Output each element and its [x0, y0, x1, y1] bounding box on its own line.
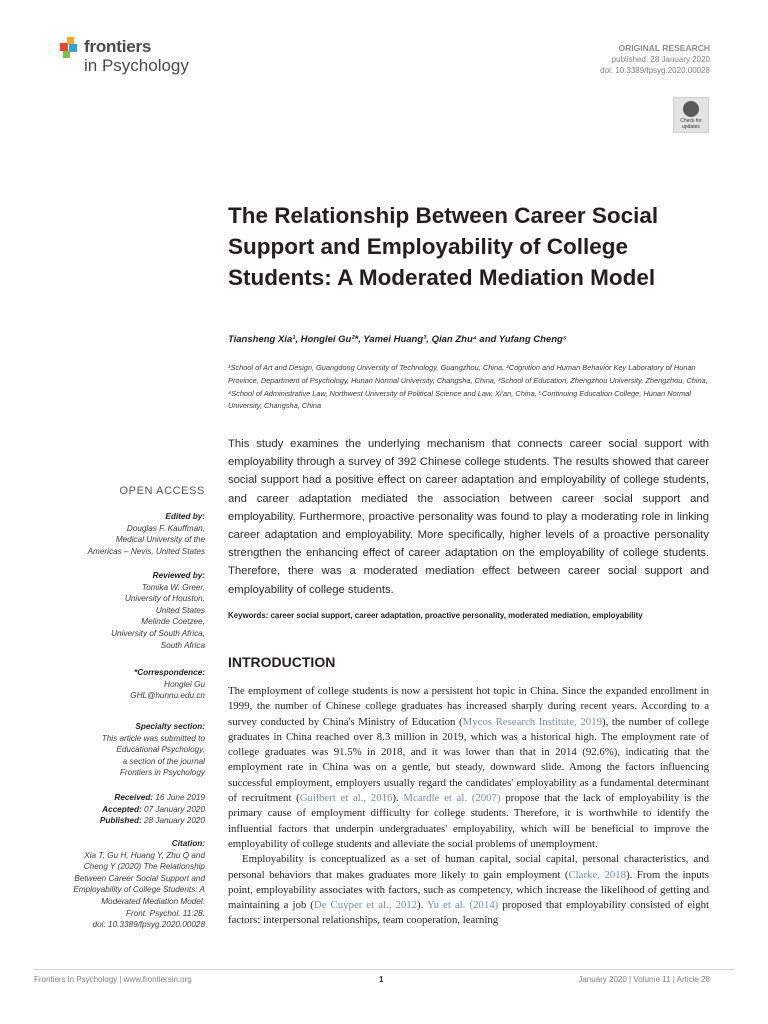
keywords: Keywords: career social support, career adaptation, proactive personality, moderated mediation, employability — [228, 611, 643, 620]
reviewer-info: Reviewed by: Tomika W. Greer, University of Houston, United States Melinde Coetzee, University of South Africa, South Africa — [111, 571, 205, 650]
author-list: Tiansheng Xia¹, Honglei Gu²*, Yamei Huang³, Qian Zhu⁴ and Yufang Cheng⁵ — [228, 334, 567, 345]
frontiers-logo-icon — [58, 34, 80, 60]
open-access-label: OPEN ACCESS — [119, 485, 205, 497]
article-type: ORIGINAL RESEARCH — [618, 43, 710, 53]
section-heading: INTRODUCTION — [228, 654, 336, 670]
citation-link[interactable]: Mycos Research Institute, 2019 — [462, 715, 603, 728]
body-text — [228, 684, 709, 929]
correspondence-info: *Correspondence: Honglei Gu GHL@hunnu.edu.cn — [45, 667, 205, 702]
footer-issue: January 2020 | Volume 11 | Article 28 — [578, 975, 710, 984]
footer-divider — [34, 969, 734, 970]
specialty-info: Specialty section: This article was submitted to Educational Psychology, a section of the journal Frontiers in Psychology — [101, 722, 205, 778]
citation-link[interactable]: De Cuyper et al., 2012 — [313, 899, 418, 912]
journal-logo — [58, 34, 208, 80]
check-for-updates-button[interactable]: Check for updates — [673, 97, 709, 133]
journal-name: in Psychology — [84, 56, 189, 75]
publish-date: published: 28 January 2020 — [611, 55, 710, 64]
article-meta-header — [600, 43, 710, 76]
citation-link[interactable]: Yu et al. (2014) — [427, 899, 499, 912]
citation-link[interactable]: Clarke, 2018 — [568, 868, 627, 881]
email-link[interactable]: GHL@hunnu.edu.cn — [130, 691, 205, 701]
editor-info: Edited by: Douglas F. Kauffman, Medical University of the Americas – Nevis, United States — [87, 512, 205, 556]
abstract: This study examines the underlying mechanism that connects career social support with employability through a survey of 392 Chinese college students. The results showed that career social support had a positive effect on career adaptation and employability of college students, and career adaptation mediated the association between career social support and employability. Furthermore, proactive personality was found to play a moderating role in linking career adaptation and employability. More specifically, higher levels of a proactive personality strengthen the enhancing effect of career adaptation on the employability of college students. Therefore, there was a moderated mediation effect between career social support and employability of college students. — [228, 438, 709, 596]
citation-info: Citation: Xia T, Gu H, Huang Y, Zhu Q and Cheng Y (2020) The Relationship Between Career Social Support and Employability of College Students: A Moderated Mediation Model. Front. Psychol. 11:28. doi: 10.3389/fpsyg.2020.00028 — [73, 839, 205, 930]
footer-journal-link[interactable]: Frontiers in Psychology | www.frontiersin.org — [34, 975, 192, 984]
paragraph: Employability is conceptualized as a set of human capital, social capital, personal characteristics, and personal behaviors that makes graduates more likely to gain employment (Clarke, 2018). From the inputs point, employability associates with factors, such as competency, which increase the likelihood of getting and maintaining a job (De Cuyper et al., 2012). Yu et al. (2014) proposed that employability consisted of eight factors: interpersonal relationships, team cooperation, learning — [228, 853, 710, 927]
article-title: The Relationship Between Career Social Support and Employability of College Students: A Moderated Mediation Model — [228, 203, 659, 290]
citation-link[interactable]: Mcardle et al. (2007) — [403, 792, 501, 805]
doi: doi: 10.3389/fpsyg.2020.00028 — [600, 66, 710, 75]
bookmark-icon — [683, 101, 699, 117]
page-number: 1 — [379, 975, 384, 984]
dates-info: Received: 16 June 2019 Accepted: 07 January 2020 Published: 28 January 2020 — [99, 793, 205, 826]
paragraph: The employment of college students is now a persistent hot topic in China. Since the expanded enrollment in 1999, the number of Chinese college graduates has increased sharply during recent years. According to a survey conducted by China's Ministry of Education (Mycos Research Institute, 2019), the number of college graduates in China reached over 8.3 million in 2019, which was a historical high. The employment rate of college graduates was 91.5% in 2018, and it was lower than that in 2014 (92.6%), indicating that the employment rate in China was on a gentle, but steady, downward slide. Among the factors influencing successful employment, employers usually regard the candidates' employability as a fundamental determinant of recruitment (Guilbert et al., 2016). Mcardle et al. (2007) propose that the lack of employability is the primary cause of employment difficulty for college students. Therefore, it is worthwhile to identify the influential factors that underpin undergraduates' employability, which will be beneficial to improve the employability of college students and alleviate the social problems of unemployment. — [228, 685, 710, 850]
journal-brand: frontiers — [84, 37, 152, 56]
citation-link[interactable]: Guilbert et al., 2016 — [299, 792, 393, 805]
affiliations: ¹School of Art and Design, Guangdong University of Technology, Guangzhou, China, ²Cognition and Human Behavior Key Laboratory of Hunan Province, Department of Psychology, Hunan Normal University, Changsha, China, ³School of Education, Zhengzhou University, Zhengzhou, China, ⁴School of Administrative Law, Northwest University of Political Science and Law, Xi'an, China, ⁵Continuing Education College, Hunan Normal University, Changsha, China — [228, 363, 708, 411]
